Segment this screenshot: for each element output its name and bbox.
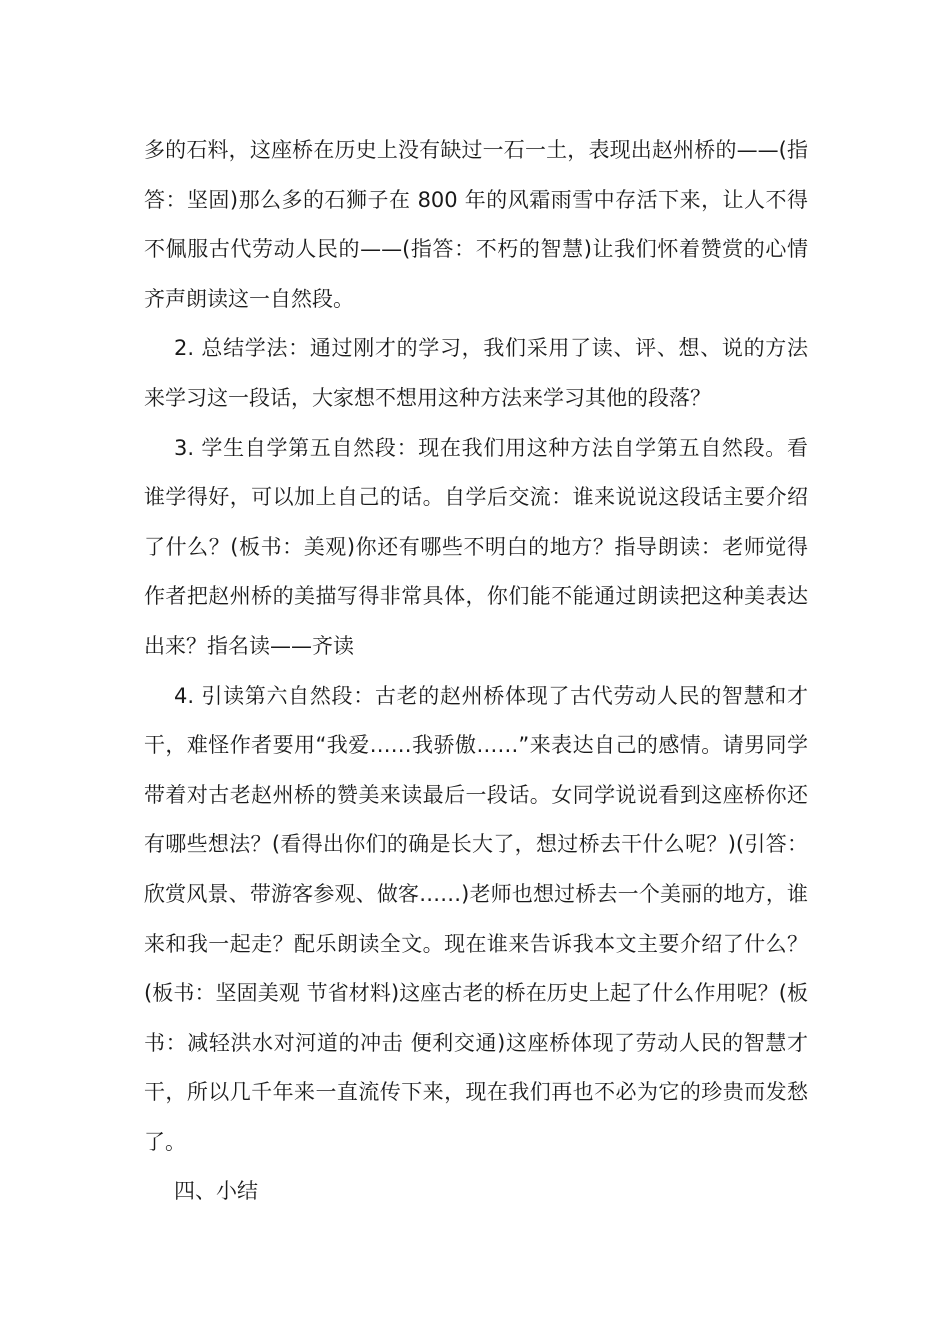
document-body [144, 126, 808, 1217]
paragraph-continuation: 多的石料，这座桥在历史上没有缺过一石一土，表现出赵州桥的——(指答：坚固)那么多的石狮子在 800 年的风霜雨雪中存活下来，让人不得不佩服古代劳动人民的——(指答：不朽的智慧)让我们怀着赞赏的心情齐声朗读这一自然段。 [144, 138, 808, 311]
section-heading-summary: 四、小结 [174, 1179, 258, 1204]
paragraph-self-study: 3. 学生自学第五自然段：现在我们用这种方法自学第五自然段。看谁学得好，可以加上自己的话。自学后交流：谁来说说这段话主要介绍了什么？(板书：美观)你还有哪些不明白的地方？指导朗读：老师觉得作者把赵州桥的美描写得非常具体，你们能不能通过朗读把这种美表达出来？指名读——齐读 [144, 435, 808, 658]
paragraph-summary-method: 2. 总结学法：通过刚才的学习，我们采用了读、评、想、说的方法来学习这一段话，大家想不想用这种方法来学习其他的段落？ [144, 336, 808, 410]
paragraph-guided-reading: 4. 引读第六自然段：古老的赵州桥体现了古代劳动人民的智慧和才干，难怪作者要用“我爱……我骄傲……”来表达自己的感情。请男同学带着对古老赵州桥的赞美来读最后一段话。女同学说说看到这座桥你还有哪些想法？(看得出你们的确是长大了，想过桥去干什么呢？)(引答：欣赏风景、带游客参观、做客……)老师也想过桥去一个美丽的地方，谁来和我一起走？配乐朗读全文。现在谁来告诉我本文主要介绍了什么？(板书：坚固美观 节省材料)这座古老的桥在历史上起了什么作用呢？(板书：减轻洪水对河道的冲击 便利交通)这座桥体现了劳动人民的智慧才干，所以几千年来一直流传下来，现在我们再也不必为它的珍贵而发愁了。 [144, 683, 808, 1154]
